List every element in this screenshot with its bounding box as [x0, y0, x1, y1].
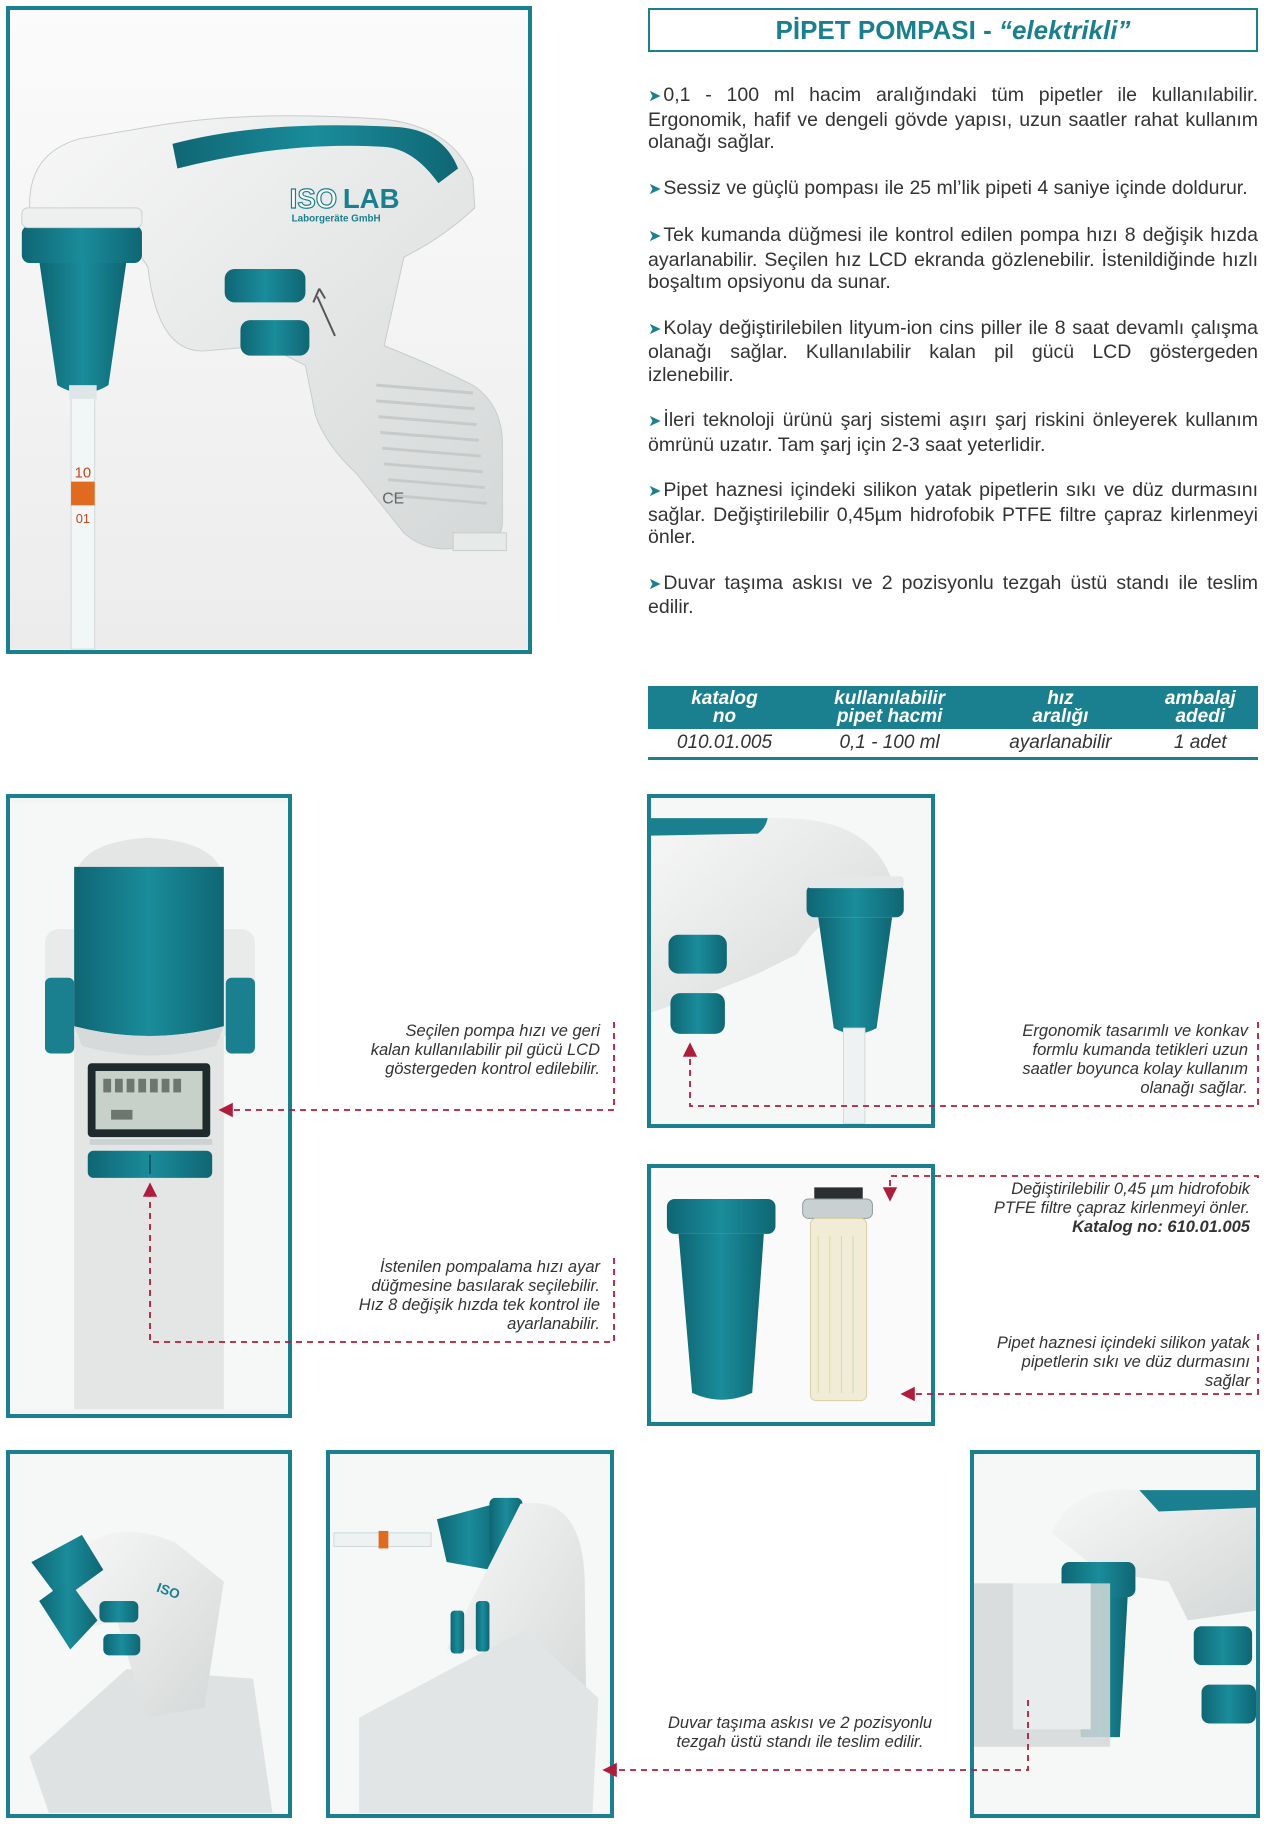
stand-pose-2-illustration [330, 1454, 610, 1814]
feature-item: ➤ Pipet haznesi içindeki silikon yatak pipetlerin sıkı ve düz durmasını sağlar. Değiştirilebilir 0,45µm hidrofobik PTFE filtre çapraz kirlenmeyi önler. [648, 479, 1258, 548]
stand-image-1 [6, 1450, 292, 1818]
pipette-mark-top: 10 [74, 465, 92, 482]
note-stand: Duvar taşıma askısı ve 2 pozisyonlu tezgah üstü standı ile teslim edilir. [667, 1714, 933, 1751]
feature-item: ➤ İleri teknoloji ürünü şarj sistemi aşırı şarj riskini önleyerek kullanım ömrünü uzatır. Tam şarj için 2-3 saat yeterlidir. [648, 409, 1258, 456]
feature-item: ➤ Sessiz ve güçlü pompası ile 25 ml’lik pipeti 4 saniye içinde doldurur. [648, 176, 1248, 199]
header-catalog-no: katalog no [648, 686, 801, 729]
cell-speed-range: ayarlanabilir [978, 729, 1142, 759]
stand-image-2 [326, 1450, 614, 1818]
bullet-arrow-icon: ➤ [648, 483, 662, 500]
bullet-arrow-icon: ➤ [648, 228, 662, 245]
wall-mount-illustration [974, 1454, 1256, 1814]
bullet-arrow-icon: ➤ [648, 88, 662, 105]
feature-list [648, 84, 1258, 642]
bullet-arrow-icon: ➤ [648, 413, 662, 430]
lcd-display-illustration [10, 798, 288, 1414]
trigger-closeup-image [647, 794, 935, 1128]
note-silicone: Pipet haznesi içindeki silikon yatak pipetlerin sıkı ve düz durmasını sağlar [996, 1334, 1250, 1390]
cell-pipette-volume: 0,1 - 100 ml [801, 729, 978, 759]
title-main: PİPET POMPASI - [775, 15, 999, 45]
cell-catalog-no: 010.01.005 [648, 729, 801, 759]
header-speed-range: hız aralığı [978, 686, 1142, 729]
stand-pose-1-illustration [10, 1454, 288, 1814]
isolab-logo-b: LAB [342, 182, 400, 214]
ce-mark: CE [382, 490, 405, 508]
note-filter: Değiştirilebilir 0,45 µm hidrofobik PTFE filtre çapraz kirlenmeyi önler. Katalog no: 610.01.005 [993, 1180, 1250, 1236]
feature-item: ➤ Tek kumanda düğmesi ile kontrol edilen pompa hızı 8 değişik hızda ayarlanabilir. Seçilen hız LCD ekranda gözlenebilir. İstenildiğinde hızlı boşaltım opsiyonu da sunar. [648, 224, 1258, 293]
header-package-qty: ambalaj adedi [1143, 686, 1258, 729]
bullet-arrow-icon: ➤ [648, 180, 662, 198]
wall-mount-image [970, 1450, 1260, 1818]
note-button: İstenilen pompalama hızı ayar düğmesine basılarak seçilebilir. Hız 8 değişik hızda tek kontrol ile ayarlanabilir. [358, 1258, 600, 1333]
bullet-arrow-icon: ➤ [648, 320, 662, 338]
page-title [648, 8, 1258, 52]
feature-item: ➤ 0,1 - 100 ml hacim aralığındaki tüm pipetler ile kullanılabilir. Ergonomik, hafif ve dengeli gövde yapısı, uzun saatler rahat kullanım olanağı sağlar. [648, 84, 1258, 153]
isolab-logo-a: ISO [289, 182, 338, 214]
title-sub: “elektrikli” [998, 15, 1131, 45]
feature-item: ➤ Kolay değiştirilebilen lityum-ion cins piller ile 8 saat devamlı çalışma olanağı sağlar. Kullanılabilir kalan pil gücü LCD göstergeden izlenebilir. [648, 316, 1258, 386]
table-header-row [648, 686, 1258, 729]
bullet-arrow-icon: ➤ [648, 575, 662, 593]
cell-package-qty: 1 adet [1143, 729, 1258, 759]
pipette-pump-illustration [10, 10, 528, 650]
note-lcd: Seçilen pompa hızı ve geri kalan kullanılabilir pil gücü LCD göstergeden kontrol edilebilir. [370, 1022, 600, 1078]
note-ergonomic: Ergonomik tasarımlı ve konkav formlu kumanda tetikleri uzun saatler boyunca kolay kullanım olanağı sağlar. [1022, 1022, 1248, 1097]
main-product-image [6, 6, 532, 654]
pipette-mark-bottom: 01 [75, 511, 90, 527]
spec-table [648, 686, 1258, 760]
nozzle-filter-illustration [651, 1168, 931, 1422]
filter-catalog-no: Katalog no: 610.01.005 [1072, 1218, 1250, 1236]
isolab-logo-sub: Laborgeräte GmbH [291, 213, 381, 225]
filter-closeup-image [647, 1164, 935, 1426]
trigger-illustration [651, 798, 931, 1124]
lcd-closeup-image [6, 794, 292, 1418]
table-row [648, 729, 1258, 759]
feature-item: ➤ Duvar taşıma askısı ve 2 pozisyonlu tezgah üstü standı ile teslim edilir. [648, 571, 1258, 618]
isolab-logo-small: ISO [154, 1579, 182, 1603]
header-pipette-volume: kullanılabilir pipet hacmi [801, 686, 978, 729]
